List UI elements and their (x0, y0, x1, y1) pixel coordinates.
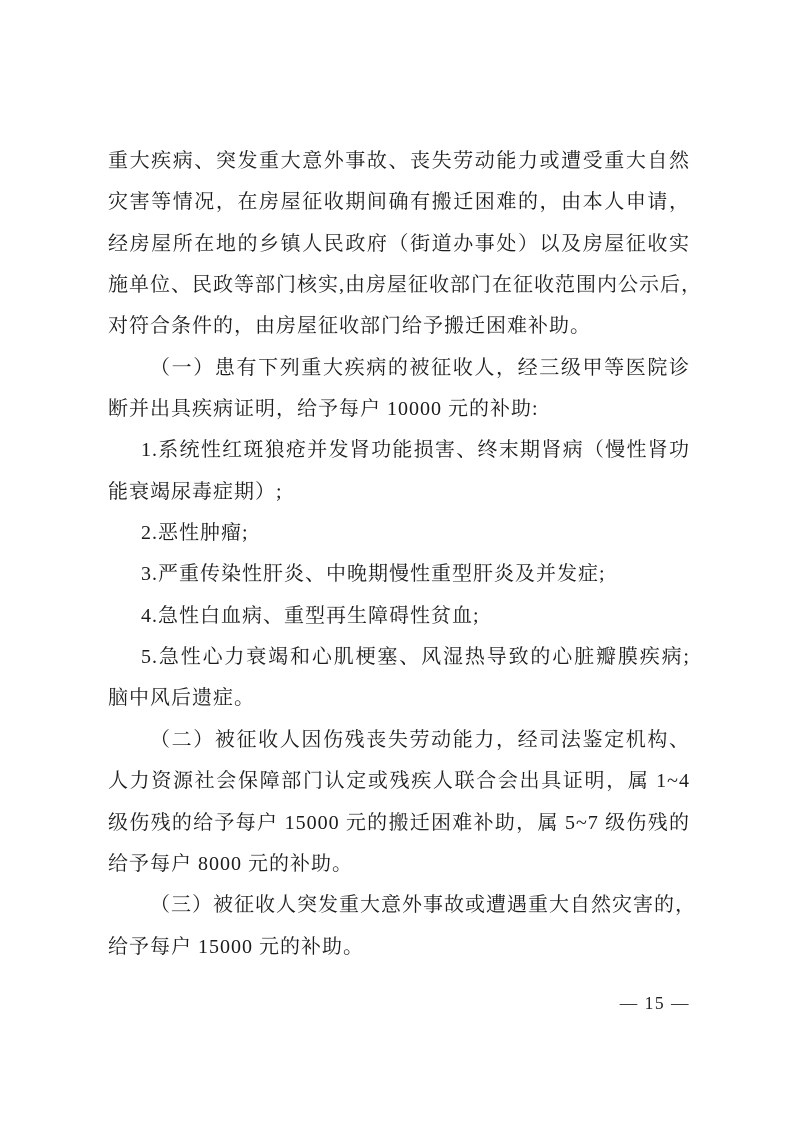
text-line: 人力资源社会保障部门认定或残疾人联合会出具证明，属 1~4 (108, 770, 690, 793)
text-line: （三）被征收人突发重大意外事故或遭遇重大自然灾害的， (150, 894, 696, 917)
text-line: 2.恶性肿瘤; (141, 522, 249, 545)
text-line: 1.系统性红斑狼疮并发肾功能损害、终末期肾病（慢性肾功 (141, 439, 690, 462)
text-line: 给予每户 8000 元的补助。 (108, 852, 353, 875)
text-line: 给予每户 15000 元的补助。 (108, 935, 364, 958)
text-line: 灾害等情况，在房屋征收期间确有搬迁困难的，由本人申请， (108, 191, 690, 214)
text-line: （二）被征收人因伤残丧失劳动能力，经司法鉴定机构、 (150, 728, 690, 751)
text-line: 3.严重传染性肝炎、中晚期慢性重型肝炎及并发症; (141, 563, 606, 586)
text-line: （一）患有下列重大疾病的被征收人，经三级甲等医院诊 (150, 356, 690, 379)
text-line: 能衰竭尿毒症期）; (108, 480, 283, 503)
page-number: — 15 — (619, 993, 690, 1013)
text-line: 断并出具疾病证明，给予每户 10000 元的补助: (108, 398, 539, 421)
text-line: 5.急性心力衰竭和心肌梗塞、风湿热导致的心脏瓣膜疾病; (141, 646, 690, 669)
body-text (108, 141, 702, 968)
text-line: 重大疾病、突发重大意外事故、丧失劳动能力或遭受重大自然 (108, 150, 690, 172)
text-line: 施单位、民政等部门核实,由房屋征收部门在征收范围内公示后， (108, 274, 702, 297)
text-line: 对符合条件的，由房屋征收部门给予搬迁困难补助。 (108, 315, 591, 338)
text-line: 经房屋所在地的乡镇人民政府（街道办事处）以及房屋征收实 (108, 232, 690, 255)
text-line: 级伤残的给予每户 15000 元的搬迁困难补助，属 5~7 级伤残的 (108, 811, 690, 834)
text-line: 4.急性白血病、重型再生障碍性贫血; (141, 604, 480, 627)
text-line: 脑中风后遗症。 (108, 687, 255, 710)
